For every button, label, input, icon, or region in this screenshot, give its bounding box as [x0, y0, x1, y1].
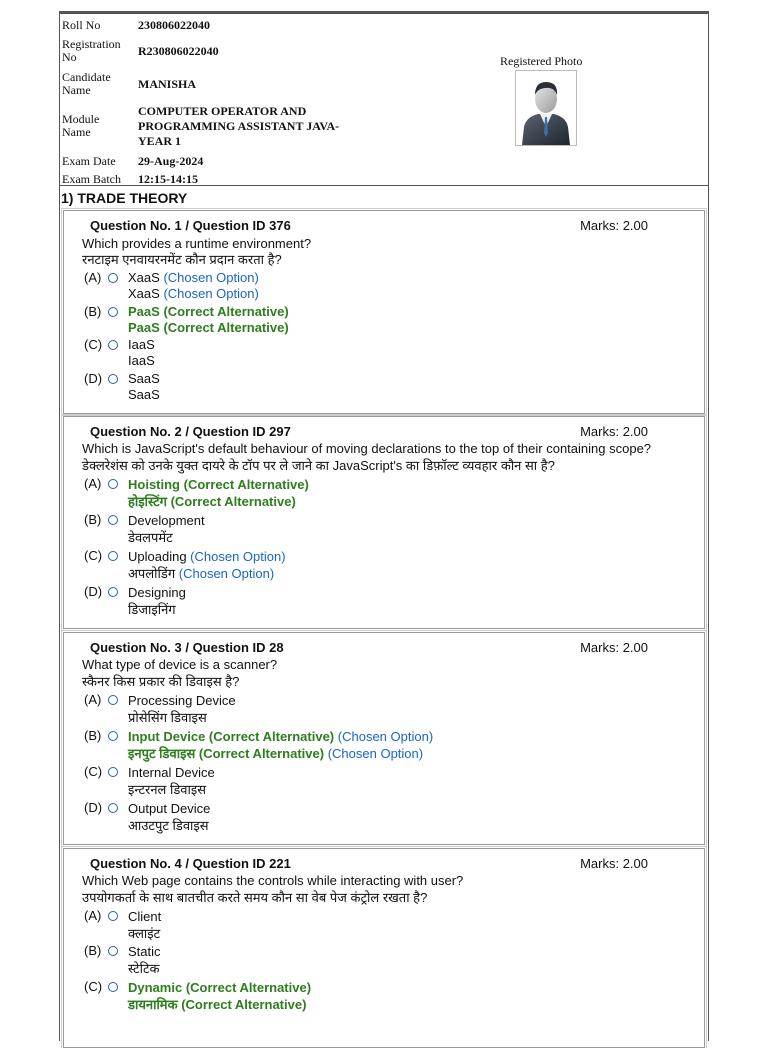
option-letter: (A) [84, 476, 102, 491]
option-text: Input Device (Correct Alternative) (Chosen Option) इनपुट डिवाइस (Correct Alternative) (Chosen Option) [128, 729, 434, 761]
correct-tag: (Correct Alternative) [181, 997, 307, 1012]
roll-value: 230806022040 [138, 17, 210, 32]
option-radio[interactable] [108, 911, 118, 921]
option-letter: (D) [84, 371, 103, 386]
question-text-en: Which Web page contains the controls while interacting with user? [82, 873, 464, 888]
response-sheet [59, 11, 709, 1041]
option-text: PaaS (Correct Alternative) PaaS (Correct Alternative) [128, 304, 289, 335]
option-letter: (B) [84, 512, 102, 527]
chosen-tag: (Chosen Option) [163, 286, 259, 301]
option-radio[interactable] [108, 767, 118, 777]
question-header: Question No. 4 / Question ID 221 [90, 856, 291, 871]
registration-label: Registration No [62, 37, 121, 64]
question-card-1 [63, 210, 705, 414]
option-text: Internal Device इन्टरनल डिवाइस [128, 765, 215, 797]
correct-tag: (Correct Alternative) [185, 980, 312, 995]
option-radio[interactable] [108, 374, 118, 384]
question-text-hi: स्कैनर किस प्रकार की डिवाइस है? [82, 674, 240, 689]
option-radio[interactable] [108, 479, 118, 489]
question-text-en: Which is JavaScript's default behaviour of moving declarations to the top of their containing scope? [82, 441, 652, 456]
candidate-name-label: Candidate Name [62, 70, 111, 97]
option-radio[interactable] [108, 946, 118, 956]
option-radio[interactable] [108, 587, 118, 597]
option-letter: (B) [84, 728, 102, 743]
candidate-name-value: MANISHA [138, 76, 197, 91]
question-marks: Marks: 2.00 [580, 856, 648, 871]
option-radio[interactable] [108, 307, 118, 317]
exam-batch-value: 12:15-14:15 [138, 171, 198, 186]
option-letter: (D) [84, 800, 103, 815]
option-text: SaaS SaaS [128, 371, 160, 402]
exam-date-value: 29-Aug-2024 [138, 153, 204, 168]
option-radio[interactable] [108, 273, 118, 283]
chosen-tag: (Chosen Option) [163, 270, 259, 285]
correct-tag: (Correct Alternative) [163, 320, 289, 335]
chosen-tag: (Chosen Option) [337, 729, 434, 744]
exam-batch-label: Exam Batch [62, 171, 121, 186]
option-text: Hoisting (Correct Alternative) होइस्टिंग (Correct Alternative) [128, 477, 309, 509]
option-letter: (C) [84, 548, 103, 563]
option-letter: (C) [84, 979, 103, 994]
question-marks: Marks: 2.00 [580, 640, 648, 655]
option-letter: (A) [84, 692, 102, 707]
option-radio[interactable] [108, 551, 118, 561]
module-label: Module Name [62, 112, 100, 139]
question-text-en: What type of device is a scanner? [82, 657, 278, 672]
option-letter: (B) [84, 304, 102, 319]
option-radio[interactable] [108, 515, 118, 525]
question-header: Question No. 3 / Question ID 28 [90, 640, 284, 655]
option-text: Processing Device प्रोसेसिंग डिवाइस [128, 693, 236, 725]
section-title: 1) TRADE THEORY [61, 190, 188, 206]
option-text: Designing डिजाइनिंग [128, 585, 186, 617]
correct-tag: (Correct Alternative) [170, 494, 296, 509]
exam-date-label: Exam Date [62, 153, 116, 168]
candidate-info [60, 14, 708, 188]
option-radio[interactable] [108, 803, 118, 813]
chosen-tag: (Chosen Option) [327, 746, 424, 761]
option-letter: (B) [84, 943, 102, 958]
question-card-2 [63, 416, 705, 629]
question-marks: Marks: 2.00 [580, 218, 648, 233]
candidate-info-table [62, 16, 339, 188]
question-text-hi: डेक्लरेशंस को उनके युक्त दायरे के टॉप पर ले जाने का JavaScript's का डिफ़ॉल्ट व्यवहार कौन सा है? [82, 458, 555, 473]
chosen-tag: (Chosen Option) [178, 566, 275, 581]
option-radio[interactable] [108, 340, 118, 350]
option-text: Uploading (Chosen Option) अपलोडिंग (Chosen Option) [128, 549, 286, 581]
correct-tag: (Correct Alternative) [183, 477, 309, 492]
correct-tag: (Correct Alternative) [163, 304, 289, 319]
option-text: Development डेवलपमेंट [128, 513, 205, 545]
option-text: IaaS IaaS [128, 337, 155, 368]
option-text: Dynamic (Correct Alternative) डायनामिक (Correct Alternative) [128, 980, 312, 1012]
option-text: Static स्टेटिक [128, 944, 161, 976]
question-card-4 [63, 848, 705, 1048]
module-value: COMPUTER OPERATOR AND PROGRAMMING ASSISTANT JAVA- YEAR 1 [138, 103, 340, 148]
question-text-en: Which provides a runtime environment? [82, 236, 312, 251]
option-letter: (D) [84, 584, 103, 599]
chosen-tag: (Chosen Option) [190, 549, 286, 564]
roll-label: Roll No [62, 17, 101, 32]
option-radio[interactable] [108, 982, 118, 992]
user-avatar-icon [516, 71, 576, 145]
option-text: Client क्लाइंट [128, 909, 162, 941]
option-text: XaaS (Chosen Option) XaaS (Chosen Option) [128, 270, 259, 301]
option-letter: (A) [84, 908, 102, 923]
correct-tag: (Correct Alternative) [198, 746, 325, 761]
question-text-hi: उपयोगकर्ता के साथ बातचीत करते समय कौन सा वेब पेज कंट्रोल रखता है? [82, 890, 428, 905]
option-text: Output Device आउटपुट डिवाइस [128, 801, 211, 833]
question-header: Question No. 2 / Question ID 297 [90, 424, 291, 439]
registered-photo [515, 70, 577, 146]
question-marks: Marks: 2.00 [580, 424, 648, 439]
option-letter: (C) [84, 337, 103, 352]
registration-value: R230806022040 [138, 43, 219, 58]
correct-tag: (Correct Alternative) [208, 729, 335, 744]
question-card-3 [63, 632, 705, 845]
question-header: Question No. 1 / Question ID 376 [90, 218, 291, 233]
option-radio[interactable] [108, 695, 118, 705]
question-text-hi: रनटाइम एनवायरनमेंट कौन प्रदान करता है? [82, 252, 282, 267]
option-letter: (C) [84, 764, 103, 779]
registered-photo-label: Registered Photo [500, 54, 583, 68]
header-divider [60, 185, 708, 186]
option-letter: (A) [84, 270, 102, 285]
option-radio[interactable] [108, 731, 118, 741]
